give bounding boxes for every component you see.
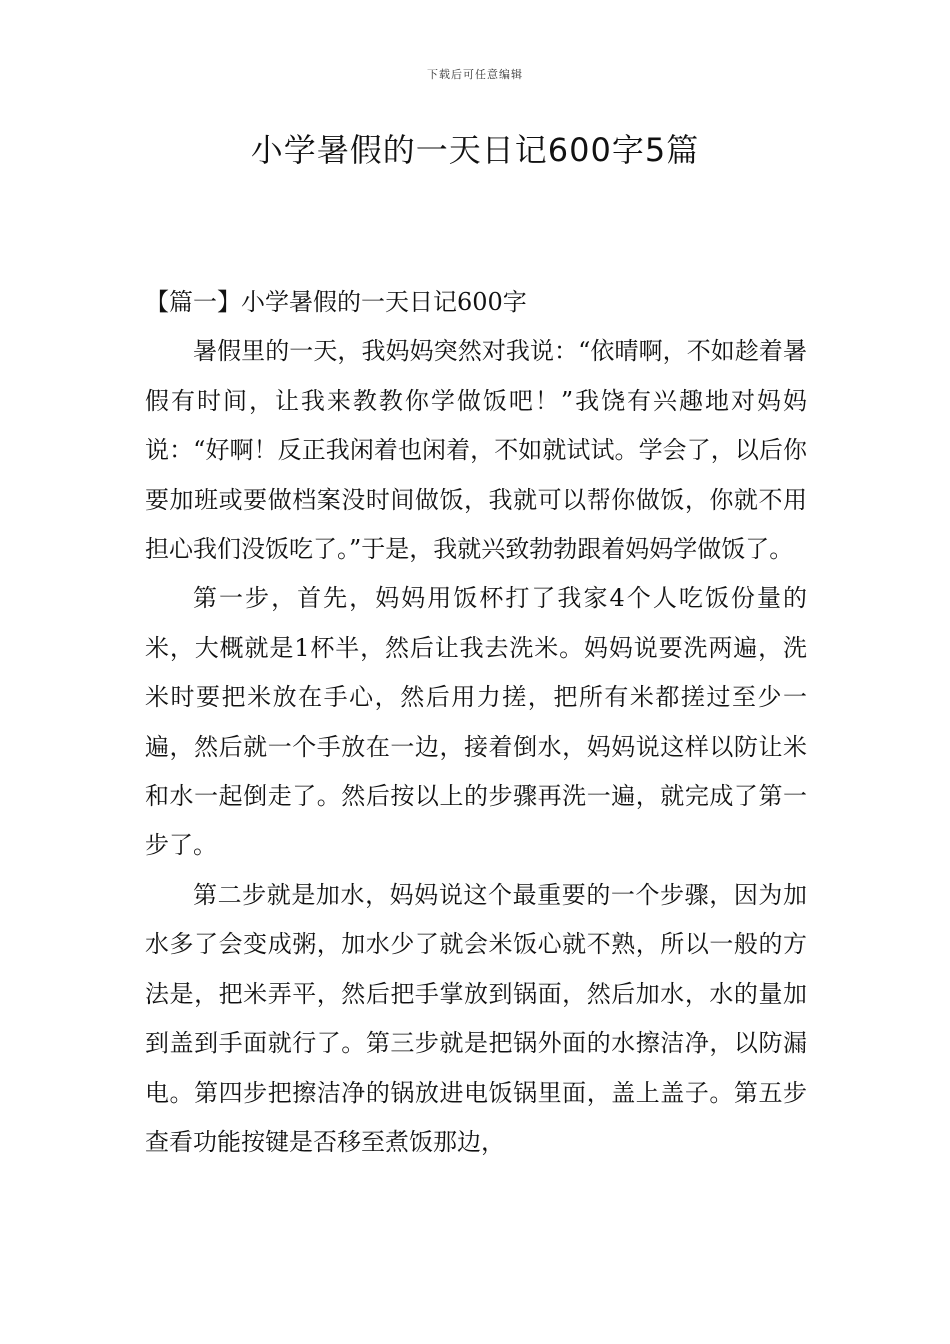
paragraph-1: 暑假里的一天，我妈妈突然对我说：“依晴啊，不如趁着暑假有时间，让我来教教你学做饭吧！”我饶有兴趣地对妈妈说：“好啊！反正我闲着也闲着，不如就试试。学会了，以后你要加班或要做档案没时间做饭，我就可以帮你做饭，你就不用担心我们没饭吃了。”于是，我就兴致勃勃跟着妈妈学做饭了。 <box>145 337 807 564</box>
paragraph-2: 第一步，首先，妈妈用饭杯打了我家4个人吃饭份量的米，大概就是1杯半，然后让我去洗米。妈妈说要洗两遍，洗米时要把米放在手心，然后用力搓，把所有米都搓过至少一遍，然后就一个手放在一边，接着倒水，妈妈说这样以防让米和水一起倒走了。然后按以上的步骤再洗一遍，就完成了第一步了。 <box>145 584 807 860</box>
header-note: 下载后可任意编辑 <box>427 68 523 81</box>
paragraph-3: 第二步就是加水，妈妈说这个最重要的一个步骤，因为加水多了会变成粥，加水少了就会米饭心就不熟，所以一般的方法是，把米弄平，然后把手掌放到锅面，然后加水，水的量加到盖到手面就行了。第三步就是把锅外面的水擦洁净，以防漏电。第四步把擦洁净的锅放进电饭锅里面，盖上盖子。第五步查看功能按键是否移至煮饭那边， <box>145 880 807 1156</box>
document-title: 小学暑假的一天日记600字5篇 <box>250 131 700 169</box>
document-body <box>145 278 807 1167</box>
section-heading: 【篇一】小学暑假的一天日记600字 <box>145 288 527 316</box>
